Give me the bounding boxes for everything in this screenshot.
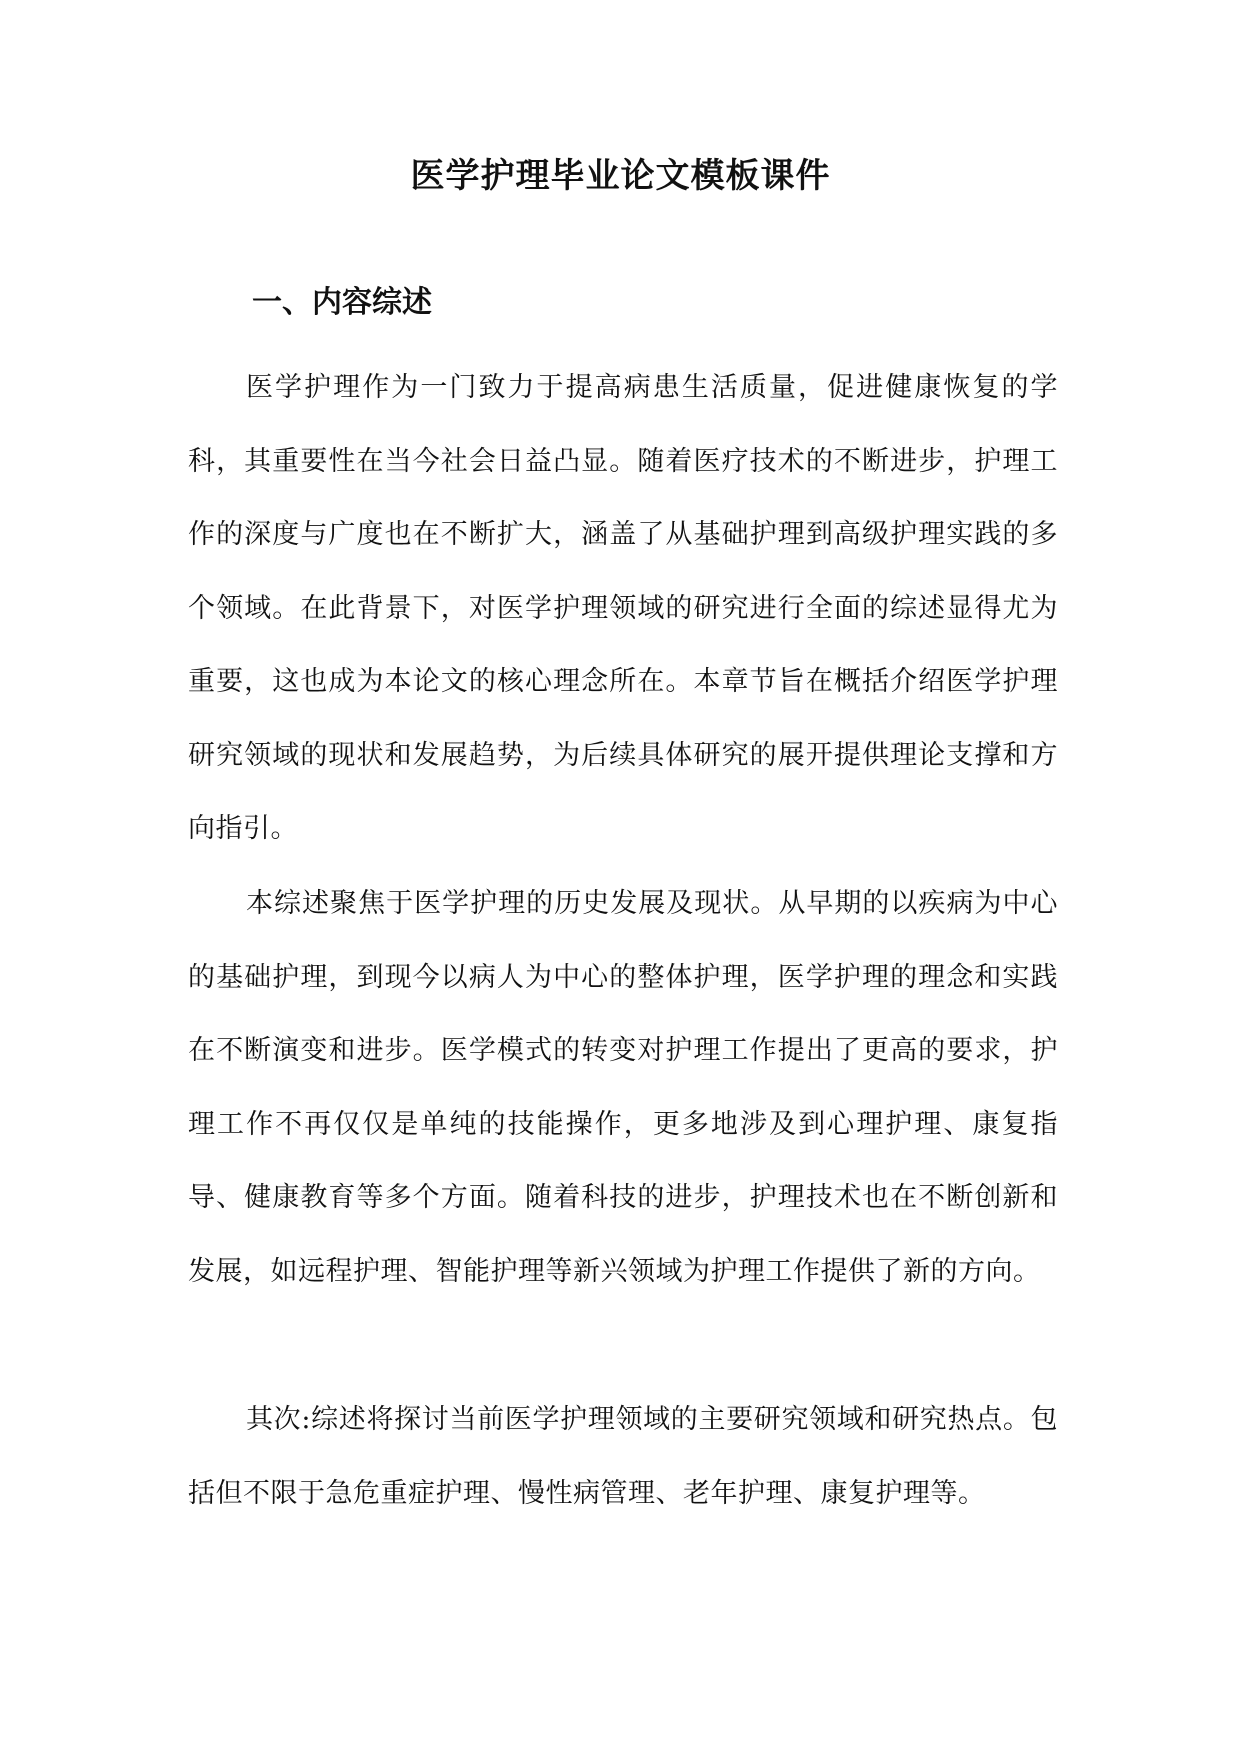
body-paragraph: 其次:综述将探讨当前医学护理领域的主要研究领域和研究热点。包括但不限于急危重症护理、慢性病管理、老年护理、康复护理等。: [188, 1404, 1058, 1509]
body-paragraph: 医学护理作为一门致力于提高病患生活质量，促进健康恢复的学科，其重要性在当今社会日益凸显。随着医疗技术的不断进步，护理工作的深度与广度也在不断扩大，涵盖了从基础护理到高级护理实践的多个领域。在此背景下，对医学护理领域的研究进行全面的综述显得尤为重要，这也成为本论文的核心理念所在。本章节旨在概括介绍医学护理研究领域的现状和发展趋势，为后续具体研究的展开提供理论支撑和方向指引。: [188, 372, 1058, 844]
body-paragraph: 本综述聚焦于医学护理的历史发展及现状。从早期的以疾病为中心的基础护理，到现今以病人为中心的整体护理，医学护理的理念和实践在不断演变和进步。医学模式的转变对护理工作提出了更高的要求，护理工作不再仅仅是单纯的技能操作，更多地涉及到心理护理、康复指导、健康教育等多个方面。随着科技的进步，护理技术也在不断创新和发展，如远程护理、智能护理等新兴领域为护理工作提供了新的方向。: [188, 888, 1058, 1287]
section-heading: 一、内容综述: [252, 285, 432, 320]
document-title: 医学护理毕业论文模板课件: [410, 156, 831, 196]
